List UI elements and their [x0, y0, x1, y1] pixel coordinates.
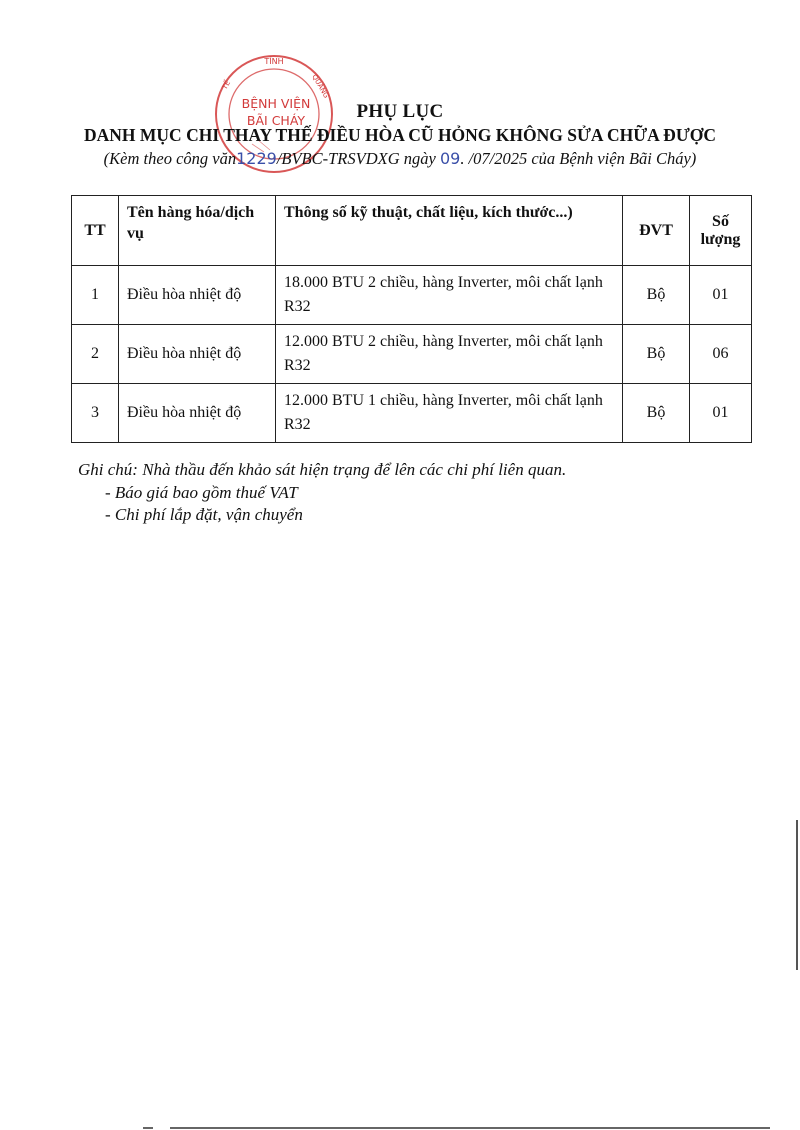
stamp-left-text: TẾ — [220, 79, 233, 91]
reference-prefix: (Kèm theo công văn — [103, 149, 237, 168]
equipment-table — [71, 195, 752, 443]
cell-spec: 12.000 BTU 2 chiều, hàng Inverter, môi chất lạnh R32 — [276, 325, 623, 384]
footer-dash — [143, 1127, 153, 1129]
page-subtitle: DANH MỤC CHI THAY THẾ ĐIỀU HÒA CŨ HỎNG KHÔNG SỬA CHỮA ĐƯỢC — [84, 125, 716, 145]
table-row — [72, 325, 752, 384]
stamp-right-text: QUẢNG — [310, 73, 331, 100]
cell-qty: 01 — [690, 384, 752, 443]
cell-unit: Bộ — [623, 266, 690, 325]
stamp-top-text: TỈNH — [264, 57, 284, 66]
cell-unit: Bộ — [623, 384, 690, 443]
footer-line — [170, 1127, 770, 1129]
note-main: Ghi chú: Nhà thầu đến khảo sát hiện trạng để lên các chi phí liên quan. — [78, 460, 567, 479]
table-row — [72, 384, 752, 443]
note-item: - Chi phí lắp đặt, vận chuyển — [105, 505, 303, 524]
note-item: - Báo giá bao gồm thuế VAT — [105, 482, 298, 502]
table-row — [72, 266, 752, 325]
cell-tt: 1 — [72, 266, 119, 325]
stamp-line2: BÃI CHÁY — [246, 113, 306, 128]
cell-name: Điều hòa nhiệt độ — [119, 325, 276, 384]
cell-qty: 06 — [690, 325, 752, 384]
cell-name: Điều hòa nhiệt độ — [119, 266, 276, 325]
header-spec: Thông số kỹ thuật, chất liệu, kích thước...) — [276, 196, 623, 266]
cell-name: Điều hòa nhiệt độ — [119, 384, 276, 443]
stamp-line1: BỆNH VIỆN — [241, 96, 311, 111]
cell-tt: 2 — [72, 325, 119, 384]
reference-number: 1229 — [236, 149, 277, 168]
header-tt: TT — [72, 196, 119, 266]
reference-suffix: . /07/2025 của Bệnh viện Bãi Cháy) — [460, 149, 697, 168]
header-unit: ĐVT — [623, 196, 690, 266]
notes-section — [78, 459, 566, 527]
reference-code: /BVBC-TRSVDXG ngày — [276, 149, 440, 168]
cell-tt: 3 — [72, 384, 119, 443]
cell-qty: 01 — [690, 266, 752, 325]
page-title: PHỤ LỤC — [356, 101, 444, 122]
cell-spec: 12.000 BTU 1 chiều, hàng Inverter, môi chất lạnh R32 — [276, 384, 623, 443]
cell-unit: Bộ — [623, 325, 690, 384]
header-qty: Số lượng — [690, 196, 752, 266]
scan-edge-line — [796, 820, 798, 970]
table-header-row — [72, 196, 752, 266]
cell-spec: 18.000 BTU 2 chiều, hàng Inverter, môi chất lạnh R32 — [276, 266, 623, 325]
header-name: Tên hàng hóa/dịch vụ — [119, 196, 276, 266]
reference-day: 09 — [439, 149, 461, 168]
reference-line — [0, 149, 800, 169]
